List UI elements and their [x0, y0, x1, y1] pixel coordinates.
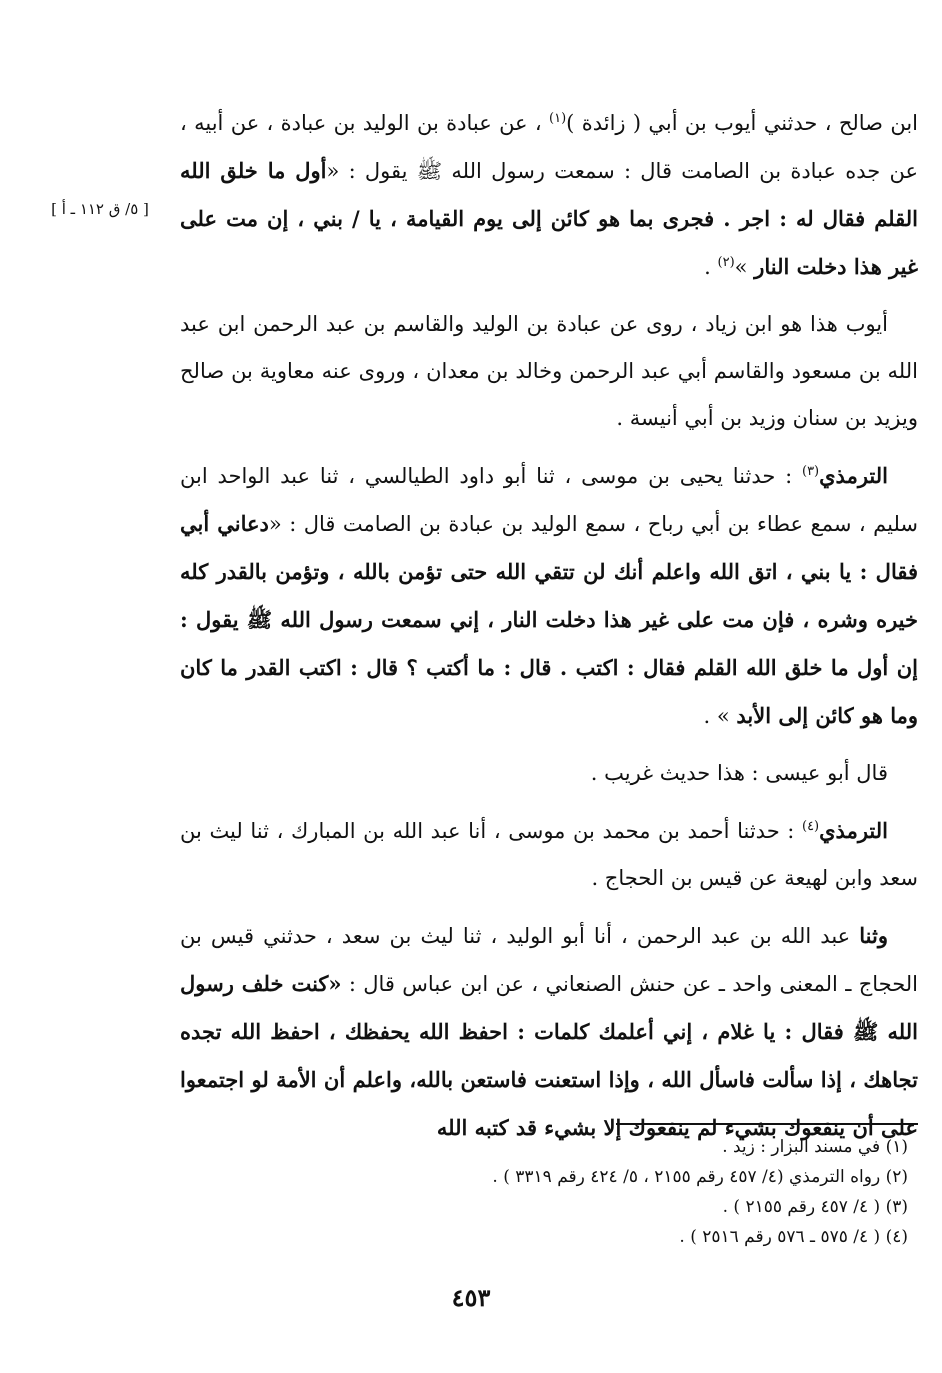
footnotes: [300, 1132, 908, 1252]
paragraph-5: [180, 807, 918, 902]
source-name: الترمذي: [819, 818, 888, 843]
text-run: ابن صالح ، حدثني أيوب بن أبي ( زائدة ): [566, 111, 919, 135]
hadith-text: دعاني أبي فقال : يا بني ، اتق الله واعلم أنك لن تتقي الله حتى تؤمن بالله ، وتؤمن بالقدر كله خيره وشره ، فإن مت على غير هذا دخلت النار ، إني سمعت رسول الله ﷺ يقول : إن أول ما خلق الله القلم فقال : اكتب . قال : ما أكتب ؟ قال : اكتب القدر ما كان وما هو كائن إلى الأبد: [180, 511, 918, 728]
footnote-ref-4: (٤): [801, 819, 820, 834]
paragraph-6: [180, 912, 918, 1152]
footnote-1: (١) في مسند البزار : زيد .: [722, 1137, 908, 1157]
source-name: الترمذي: [819, 463, 888, 488]
source-name: وثنا: [859, 923, 888, 948]
paragraph-2: [180, 301, 918, 442]
hadith-text: أول ما خلق الله القلم فقال له : اجر . فجرى بما هو كائن إلى يوم القيامة ، يا / بني ، إن مت على غير هذا دخلت النار: [180, 158, 918, 279]
footnote-3: (٣) ( ٤/ ٤٥٧ رقم ٢١٥٥ ) .: [722, 1197, 908, 1217]
paragraph-1: [180, 100, 918, 291]
text-run: »: [734, 255, 755, 279]
text-run: أيوب هذا هو ابن زياد ، روى عن عبادة بن الوليد والقاسم بن عبد الرحمن ابن عبد الله بن مسعود والقاسم أبي عبد الرحمن وخالد بن معدان ، وروى عنه معاوية بن صالح ويزيد بن سنان وزيد بن أبي أنيسة .: [180, 312, 918, 430]
text-run: : حدثنا يحيى بن موسى ، ثنا أبو داود الطيالسي ، ثنا عبد الواحد ابن سليم ، سمع عطاء بن أبي رباح ، سمع الوليد بن عبادة بن الصامت قال : «: [180, 464, 919, 536]
footnote-ref-1: (١): [549, 111, 567, 126]
text-run: عبد الله بن عبد الرحمن ، أنا أبو الوليد ، ثنا ليث بن سعد ، حدثني قيس بن الحجاج ـ المعنى واحد ـ عن حنش الصنعاني ، عن ابن عباس قال :: [180, 924, 918, 996]
footnote-2: (٢) رواه الترمذي (٤/ ٤٥٧ رقم ٢١٥٥ ، ٥/ ٤٢٤ رقم ٣٣١٩ ) .: [492, 1167, 908, 1187]
text-run: ، عن عبادة بن الوليد بن عبادة ، عن أبيه ، عن جده عبادة بن الصامت قال : سمعت رسول الله ﷺ يقول : «: [180, 111, 918, 183]
page-number: ٤٥٣: [451, 1283, 491, 1312]
paragraph-4: [180, 750, 918, 797]
text-run: .: [704, 255, 718, 279]
paragraph-3: [180, 452, 918, 740]
footnote-ref-3: (٣): [801, 464, 820, 479]
text-run: قال أبو عيسى : هذا حديث غريب .: [590, 761, 888, 785]
margin-manuscript-reference: [ ٥/ ق ١١٢ ـ أ ]: [51, 200, 149, 218]
footnote-divider: [616, 1123, 918, 1125]
footnote-4: (٤) ( ٤/ ٥٧٥ ـ ٥٧٦ رقم ٢٥١٦ ) .: [679, 1227, 908, 1247]
main-text: [180, 100, 918, 1162]
hadith-text: «كنت خلف رسول الله ﷺ فقال : يا غلام ، إني أعلمك كلمات : احفظ الله يحفظك ، احفظ الله تجده تجاهك ، إذا سألت فاسأل الله ، وإذا استعنت فاستعن بالله، واعلم أن الأمة لو اجتمعوا على أن ينفعوك بشيء لم ينفعوك إلا بشيء قد كتبه الله: [180, 971, 918, 1140]
footnote-ref-2: (٢): [717, 255, 735, 270]
text-run: » .: [703, 704, 737, 728]
text-run: : حدثنا أحمد بن محمد بن موسى ، أنا عبد الله بن المبارك ، ثنا ليث بن سعد وابن لهيعة عن قيس بن الحجاج .: [180, 819, 918, 890]
